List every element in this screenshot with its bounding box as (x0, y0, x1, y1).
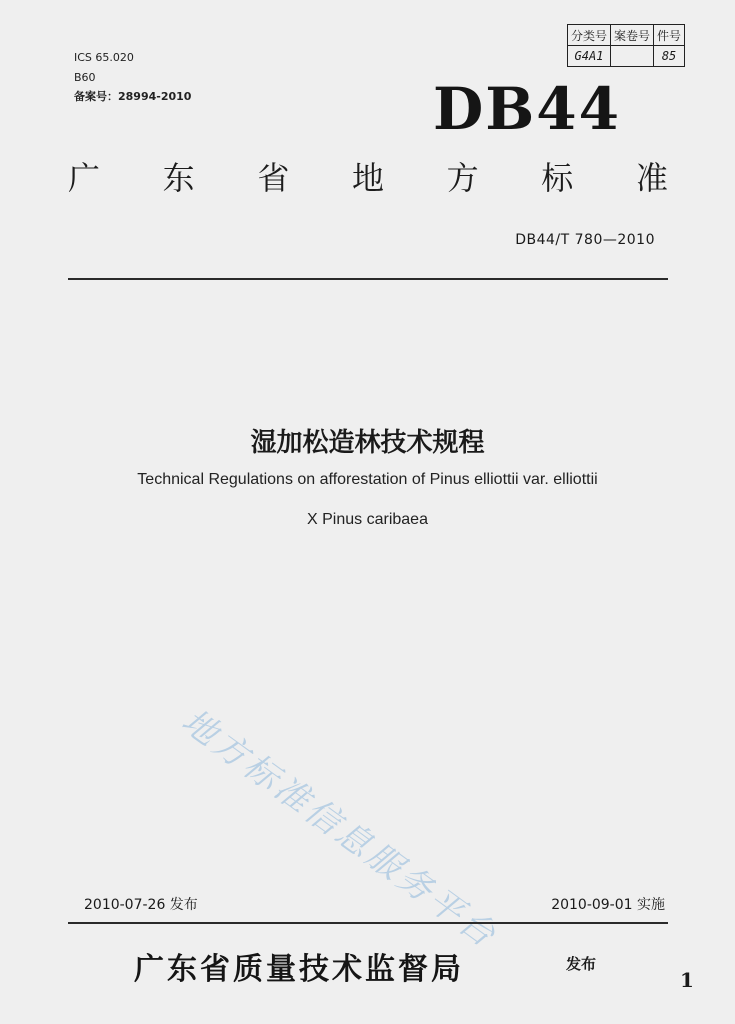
implementation-date: 2010-09-01 实施 (551, 897, 665, 913)
archive-stamp-table (567, 24, 685, 67)
standard-type-char: 地 (351, 159, 384, 197)
standard-number: DB44/T 780—2010 (515, 232, 655, 248)
archive-header-file: 案卷号 (611, 25, 654, 46)
standard-type-char: 方 (446, 159, 479, 197)
standard-code-logo: DB44 (432, 75, 621, 143)
standard-type-char: 东 (162, 159, 195, 197)
publisher-name: 广东省质量技术监督局 (134, 952, 464, 987)
header-divider (68, 278, 668, 280)
archive-header-item: 件号 (654, 25, 685, 46)
release-date: 2010-07-26 发布 (84, 897, 198, 913)
standard-type-char: 准 (635, 159, 668, 197)
watermark-text: 地方标准信息服务平台 (174, 701, 506, 957)
publisher-issue-label: 发布 (566, 955, 597, 973)
archive-value-item: 85 (654, 46, 685, 67)
page-number: 1 (680, 968, 694, 992)
archive-value-file (611, 46, 654, 67)
ics-code: ICS 65.020 (74, 51, 134, 64)
category-code: B60 (74, 71, 96, 84)
standard-type-char: 广 (68, 159, 101, 197)
standard-type-heading (68, 159, 668, 197)
filing-number: 备案号：28994-2010 (74, 90, 192, 103)
archive-header-category: 分类号 (568, 25, 611, 46)
standard-type-char: 标 (541, 159, 574, 197)
archive-value-category: G4A1 (568, 46, 611, 67)
document-title-english-line1: Technical Regulations on afforestation of Pinus elliottii var. elliottii (137, 471, 598, 488)
footer-divider (68, 922, 668, 924)
document-title-chinese: 湿加松造林技术规程 (250, 428, 485, 458)
document-title-english-line2: X Pinus caribaea (307, 511, 428, 528)
standard-type-char: 省 (257, 159, 290, 197)
